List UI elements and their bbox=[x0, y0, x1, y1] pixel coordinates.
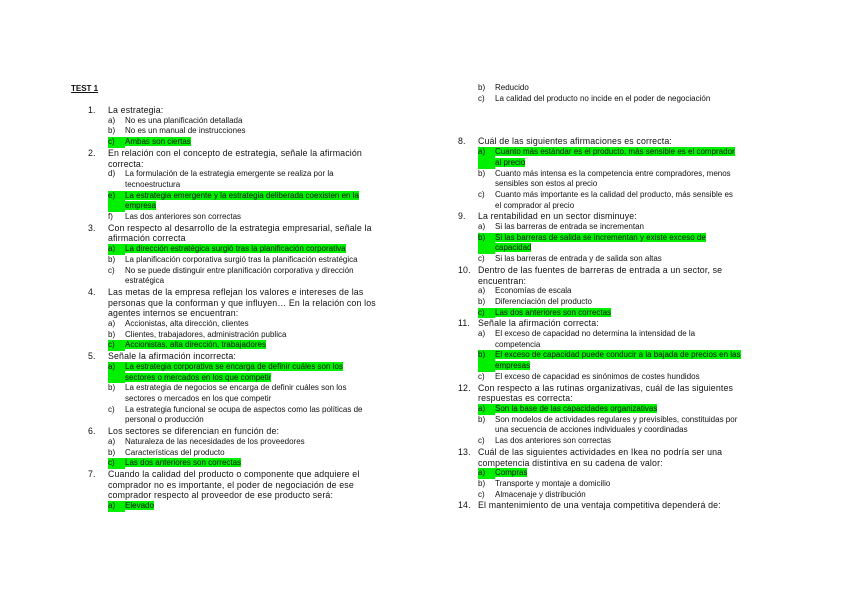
answer-option bbox=[88, 330, 418, 341]
option-text: Transporte y montaje a domicilio bbox=[495, 478, 611, 488]
question-number: 6. bbox=[88, 426, 96, 437]
option-text-wrap bbox=[495, 286, 572, 297]
question-text: En relación con el concepto de estrategia, señale la afirmación correcta: bbox=[108, 147, 362, 169]
option-letter: a) bbox=[478, 222, 486, 232]
option-text-wrap bbox=[495, 490, 586, 501]
option-letter: b) bbox=[108, 329, 116, 339]
question-number: 3. bbox=[88, 222, 96, 233]
option-letter: b) bbox=[108, 447, 116, 457]
answer-option bbox=[458, 222, 778, 233]
option-letter: b) bbox=[478, 414, 486, 424]
option-text: No es un manual de instrucciones bbox=[125, 126, 246, 136]
question-number: 9. bbox=[458, 211, 466, 222]
option-letter: c) bbox=[478, 93, 485, 103]
option-letter: b) bbox=[478, 168, 486, 178]
correct-answer-option bbox=[88, 191, 418, 212]
option-text: El exceso de capacidad es sinónimos de costes hundidos bbox=[495, 371, 700, 381]
option-text-wrap bbox=[495, 297, 592, 308]
question-10 bbox=[458, 265, 778, 286]
option-text: Diferenciación del producto bbox=[495, 296, 592, 306]
answer-option bbox=[88, 319, 418, 330]
question-number: 7. bbox=[88, 468, 96, 479]
option-text: Cuanto más intensa es la competencia entre compradores, menos sensibles son estos al precio bbox=[495, 168, 731, 189]
option-text-wrap bbox=[125, 362, 343, 383]
option-text: Las dos anteriores son correctas bbox=[125, 212, 242, 222]
option-text-wrap bbox=[495, 372, 700, 383]
question-14 bbox=[458, 500, 778, 511]
option-letter: c) bbox=[478, 489, 485, 499]
question-number: 12. bbox=[458, 382, 471, 393]
correct-answer-option bbox=[88, 362, 418, 383]
option-text: Cuanto más estándar es el producto, más sensible es el comprador al precio bbox=[495, 147, 735, 167]
option-text-wrap bbox=[125, 319, 249, 330]
option-text-wrap bbox=[125, 116, 242, 127]
question-text: Cuál de las siguientes actividades en Ikea no podría ser una competencia distintiva en su cadena de valor: bbox=[478, 446, 723, 468]
option-text-wrap bbox=[495, 415, 737, 436]
correct-answer-option bbox=[88, 501, 418, 512]
option-text: El exceso de capacidad no determina la intensidad de la competencia bbox=[495, 329, 696, 349]
answer-option bbox=[458, 372, 778, 383]
option-text: Ambas son ciertas bbox=[125, 137, 191, 147]
option-text: Almacenaje y distribución bbox=[495, 489, 586, 499]
option-letter: b) bbox=[478, 350, 495, 371]
question-5 bbox=[88, 351, 418, 362]
option-text: Si las barreras de entrada y de salida son altas bbox=[495, 254, 662, 264]
correct-answer-option bbox=[458, 404, 778, 415]
option-letter: e) bbox=[108, 191, 125, 212]
question-text: Las metas de la empresa reflejan los valores e intereses de las personas que la conforman y que influyen… En la relación con los agentes internos se encuentran: bbox=[108, 286, 376, 319]
answer-option bbox=[88, 266, 418, 287]
option-text-wrap bbox=[125, 437, 305, 448]
option-text: Economías de escala bbox=[495, 286, 572, 296]
option-letter: a) bbox=[108, 244, 125, 255]
option-letter: a) bbox=[478, 404, 495, 415]
option-letter: a) bbox=[108, 362, 125, 383]
correct-answer-option bbox=[88, 244, 418, 255]
option-text: La estrategia corporativa se encarga de definir cuáles son los sectores o mercados en los que competir bbox=[125, 361, 343, 382]
right-column bbox=[458, 83, 778, 511]
question-number: 14. bbox=[458, 500, 471, 511]
option-text-wrap bbox=[495, 169, 731, 190]
answer-option bbox=[458, 415, 778, 436]
option-text-wrap bbox=[495, 350, 741, 371]
question-number: 10. bbox=[458, 264, 471, 275]
question-text: Dentro de las fuentes de barreras de entrada a un sector, se encuentran: bbox=[478, 264, 723, 286]
question-12 bbox=[458, 383, 778, 404]
option-text-wrap bbox=[495, 479, 610, 490]
option-letter: c) bbox=[478, 371, 485, 381]
question-1 bbox=[88, 105, 418, 116]
question-13 bbox=[458, 447, 778, 468]
question-text: Con respecto al desarrollo de la estrategia empresarial, señale la afirmación correcta bbox=[108, 222, 372, 244]
answer-option bbox=[88, 212, 418, 223]
option-letter: a) bbox=[478, 468, 495, 479]
option-letter: a) bbox=[478, 147, 495, 168]
option-text-wrap bbox=[125, 266, 354, 287]
option-text: La estrategia emergente y la estrategia deliberada coexisten en la empresa bbox=[125, 190, 359, 211]
answer-option bbox=[458, 254, 778, 265]
question-3 bbox=[88, 223, 418, 244]
option-letter: c) bbox=[108, 340, 125, 351]
option-text: Cuanto más importante es la calidad del producto, más sensible es el comprador al precio bbox=[495, 189, 733, 210]
option-text-wrap bbox=[125, 458, 241, 469]
option-text-wrap bbox=[495, 233, 706, 254]
option-text-wrap bbox=[495, 468, 527, 479]
answer-option bbox=[88, 383, 418, 404]
option-text: Son la base de las capacidades organizativas bbox=[495, 403, 658, 413]
option-text: Reducido bbox=[495, 83, 529, 92]
option-text-wrap bbox=[125, 405, 362, 426]
option-letter: a) bbox=[478, 329, 486, 339]
option-text: La estrategia de negocios se encarga de definir cuáles son los sectores o mercados en los que competir bbox=[125, 383, 347, 403]
question-number: 1. bbox=[88, 105, 96, 115]
answer-option bbox=[458, 329, 778, 350]
option-text: Las dos anteriores son correctas bbox=[125, 458, 242, 468]
correct-answer-option bbox=[458, 350, 778, 371]
option-letter: a) bbox=[108, 436, 116, 446]
question-4 bbox=[88, 287, 418, 319]
answer-option bbox=[458, 436, 778, 447]
option-letter: b) bbox=[108, 383, 116, 393]
option-text: El exceso de capacidad puede conducir a la bajada de precios en las empresas bbox=[495, 350, 741, 371]
option-text-wrap bbox=[125, 126, 246, 137]
option-letter: d) bbox=[108, 169, 116, 179]
answer-option bbox=[458, 83, 778, 94]
question-text: Con respecto a las rutinas organizativas, cuál de las siguientes respuestas es correcta: bbox=[478, 382, 734, 404]
option-letter: a) bbox=[108, 115, 116, 125]
option-text: Compras bbox=[495, 468, 528, 478]
option-letter: b) bbox=[478, 83, 486, 92]
option-text: La estrategia funcional se ocupa de aspectos como las políticas de personal o producción bbox=[125, 404, 363, 425]
option-text: No se puede distinguir entre planificación corporativa y dirección estratégica bbox=[125, 265, 354, 286]
document-title: TEST 1 bbox=[71, 84, 99, 93]
column-gap bbox=[458, 104, 778, 136]
option-text-wrap bbox=[125, 191, 359, 212]
left-column bbox=[88, 105, 418, 512]
answer-option bbox=[458, 297, 778, 308]
answer-option bbox=[88, 169, 418, 190]
question-text: Señale la afirmación correcta: bbox=[478, 318, 599, 329]
option-text-wrap bbox=[125, 383, 346, 404]
option-text: Características del producto bbox=[125, 447, 225, 457]
option-letter: c) bbox=[478, 308, 495, 319]
option-letter: b) bbox=[478, 478, 486, 488]
answer-option bbox=[458, 479, 778, 490]
correct-answer-option bbox=[458, 308, 778, 319]
option-text: Naturaleza de las necesidades de los proveedores bbox=[125, 436, 305, 446]
option-letter: b) bbox=[108, 126, 116, 136]
option-letter: c) bbox=[108, 265, 115, 275]
option-letter: a) bbox=[478, 286, 486, 296]
option-text: Si las barreras de salida se incrementan y existe exceso de capacidad bbox=[495, 232, 706, 253]
option-text-wrap bbox=[125, 330, 286, 341]
option-text: Accionistas, alta dirección, clientes bbox=[125, 319, 249, 329]
question-6 bbox=[88, 426, 418, 437]
option-text: La formulación de la estrategia emergente se realiza por la tecnoestructura bbox=[125, 169, 334, 189]
question-number: 5. bbox=[88, 351, 96, 362]
question-text: Cuando la calidad del producto o componente que adquiere el comprador no es importante, el poder de negociación de ese comprador respecto al proveedor de ese producto será: bbox=[108, 468, 360, 501]
option-text-wrap bbox=[495, 404, 657, 415]
correct-answer-option bbox=[458, 233, 778, 254]
question-number: 8. bbox=[458, 136, 466, 147]
answer-option bbox=[458, 169, 778, 190]
option-letter: c) bbox=[108, 404, 115, 414]
option-letter: c) bbox=[478, 254, 485, 264]
answer-option bbox=[88, 405, 418, 426]
question-text: Señale la afirmación incorrecta: bbox=[108, 351, 237, 362]
question-text: La estrategia: bbox=[108, 105, 164, 115]
option-text-wrap bbox=[495, 254, 662, 265]
option-text: La calidad del producto no incide en el poder de negociación bbox=[495, 93, 711, 103]
option-letter: b) bbox=[108, 254, 116, 264]
option-text-wrap bbox=[495, 147, 735, 168]
answer-option bbox=[88, 126, 418, 137]
question-11 bbox=[458, 318, 778, 329]
option-letter: c) bbox=[108, 137, 125, 148]
option-letter: c) bbox=[108, 458, 125, 469]
option-text-wrap bbox=[125, 340, 266, 351]
option-text-wrap bbox=[125, 501, 154, 512]
question-text: La rentabilidad en un sector disminuye: bbox=[478, 211, 637, 222]
option-letter: f) bbox=[108, 212, 113, 222]
option-text: Accionistas, alta dirección, trabajadores bbox=[125, 340, 266, 350]
answer-option bbox=[458, 190, 778, 211]
question-7 bbox=[88, 469, 418, 501]
option-letter: c) bbox=[478, 436, 485, 446]
option-text-wrap bbox=[125, 169, 334, 190]
option-text-wrap bbox=[495, 308, 611, 319]
option-text-wrap bbox=[495, 94, 710, 105]
option-text-wrap bbox=[125, 448, 225, 459]
question-number: 13. bbox=[458, 446, 471, 457]
answer-option bbox=[88, 437, 418, 448]
option-letter: b) bbox=[478, 233, 495, 254]
correct-answer-option bbox=[88, 340, 418, 351]
option-text: La planificación corporativa surgió tras la planificación estratégica bbox=[125, 254, 358, 264]
question-8 bbox=[458, 136, 778, 147]
answer-option bbox=[458, 490, 778, 501]
option-letter: c) bbox=[478, 189, 485, 199]
option-text-wrap bbox=[125, 244, 346, 255]
option-letter: b) bbox=[478, 296, 486, 306]
question-text: Cuál de las siguientes afirmaciones es correcta: bbox=[478, 136, 672, 147]
option-text: Son modelos de actividades regulares y previsibles, constituidas por una secuencia de acciones individuales y coordinadas bbox=[495, 414, 738, 435]
question-9 bbox=[458, 211, 778, 222]
option-text-wrap bbox=[125, 255, 358, 266]
option-text: Las dos anteriores son correctas bbox=[495, 307, 612, 317]
correct-answer-option bbox=[88, 458, 418, 469]
option-text-wrap bbox=[495, 222, 644, 233]
option-text: Las dos anteriores son correctas bbox=[495, 436, 612, 446]
answer-option bbox=[458, 286, 778, 297]
option-text-wrap bbox=[495, 83, 529, 94]
option-text-wrap bbox=[495, 329, 695, 350]
option-text-wrap bbox=[495, 436, 611, 447]
answer-option bbox=[88, 448, 418, 459]
option-text: Clientes, trabajadores, administración publica bbox=[125, 329, 287, 339]
answer-option bbox=[88, 255, 418, 266]
answer-option bbox=[458, 94, 778, 105]
option-text: Elevado bbox=[125, 501, 154, 511]
option-text: La dirección estratégica surgió tras la planificación corporativa bbox=[125, 244, 346, 254]
correct-answer-option bbox=[88, 137, 418, 148]
answer-option bbox=[88, 116, 418, 127]
question-text: El mantenimiento de una ventaja competitiva dependerá de: bbox=[478, 500, 721, 511]
option-text-wrap bbox=[125, 212, 241, 223]
question-text: Los sectores se diferencian en función de: bbox=[108, 426, 280, 437]
option-text-wrap bbox=[125, 137, 191, 148]
option-text: No es una planificación detallada bbox=[125, 115, 243, 125]
option-text: Si las barreras de entrada se incrementan bbox=[495, 222, 644, 232]
option-letter: a) bbox=[108, 501, 125, 512]
correct-answer-option bbox=[458, 147, 778, 168]
question-number: 11. bbox=[458, 318, 471, 329]
correct-answer-option bbox=[458, 468, 778, 479]
option-text-wrap bbox=[495, 190, 733, 211]
question-2 bbox=[88, 148, 418, 169]
question-number: 2. bbox=[88, 147, 96, 158]
question-number: 4. bbox=[88, 286, 96, 297]
option-letter: a) bbox=[108, 319, 116, 329]
